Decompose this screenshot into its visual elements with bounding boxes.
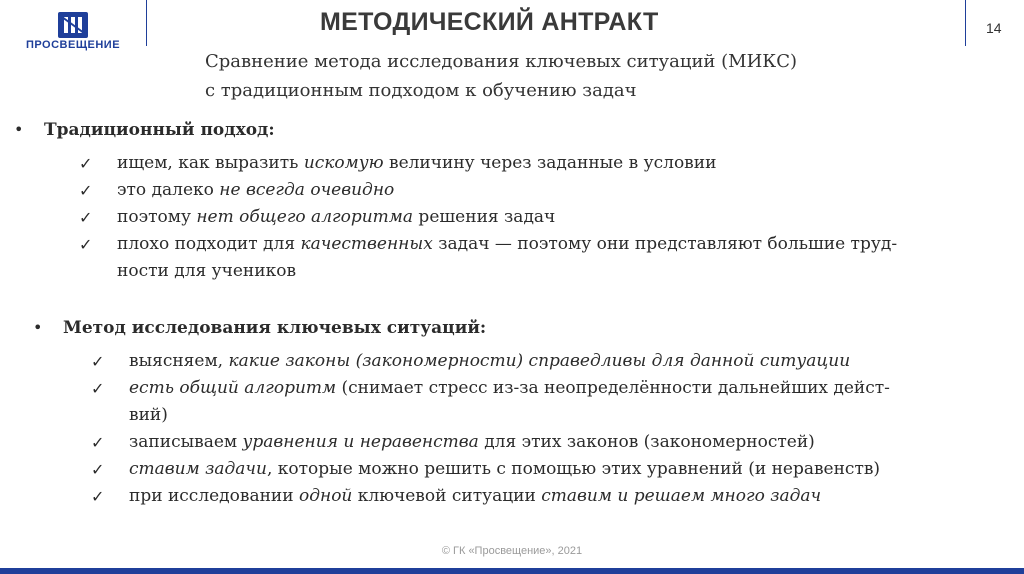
- logo-mark-icon: [58, 12, 88, 38]
- page-title: МЕТОДИЧЕСКИЙ АНТРАКТ: [320, 8, 659, 36]
- checkmark-icon: ✓: [91, 460, 105, 479]
- checkmark-icon: ✓: [91, 379, 105, 398]
- section-heading: Традиционный подход:: [44, 120, 275, 140]
- checkmark-icon: ✓: [79, 154, 93, 173]
- checkmark-icon: ✓: [79, 235, 93, 254]
- header-divider-right: [965, 0, 966, 46]
- header-divider-left: [146, 0, 147, 46]
- list-item: ✓ выясняем, какие законы (закономерности) справедливы для данной ситуации: [91, 348, 1013, 375]
- bottom-accent-bar: [0, 568, 1024, 574]
- list-item: ✓ есть общий алгоритм (снимает стресс из-за неопределённости дальнейших дейст- вий): [91, 375, 1013, 429]
- list-item: ✓ плохо подходит для качественных задач — поэтому они представляют большие труд- ности для учеников: [79, 231, 1004, 285]
- checkmark-icon: ✓: [91, 433, 105, 452]
- page-number: 14: [986, 20, 1002, 36]
- miks-method-section: [33, 318, 1013, 510]
- traditional-approach-section: [14, 120, 1004, 285]
- publisher-logo: [14, 12, 132, 52]
- list-item: ✓ ищем, как выразить искомую величину через заданные в условии: [79, 150, 1004, 177]
- brand-name: ПРОСВЕЩЕНИЕ: [25, 39, 121, 51]
- bullet-icon: •: [33, 318, 43, 337]
- list-item: ✓ при исследовании одной ключевой ситуации ставим и решаем много задач: [91, 483, 1013, 510]
- checkmark-icon: ✓: [79, 208, 93, 227]
- checkmark-icon: ✓: [91, 352, 105, 371]
- subtitle-line: Сравнение метода исследования ключевых ситуаций (МИКС): [205, 51, 798, 72]
- list-item: ✓ записываем уравнения и неравенства для этих законов (закономерностей): [91, 429, 1013, 456]
- bullet-icon: •: [14, 120, 24, 139]
- subtitle: [205, 47, 797, 105]
- list-item: ✓ это далеко не всегда очевидно: [79, 177, 1004, 204]
- checkmark-icon: ✓: [91, 487, 105, 506]
- section-heading: Метод исследования ключевых ситуаций:: [63, 318, 487, 338]
- copyright-footer: © ГК «Просвещение», 2021: [441, 545, 583, 557]
- checkmark-icon: ✓: [79, 181, 93, 200]
- list-item: ✓ ставим задачи, которые можно решить с помощью этих уравнений (и неравенств): [91, 456, 1013, 483]
- list-item: ✓ поэтому нет общего алгоритма решения задач: [79, 204, 1004, 231]
- subtitle-line: с традиционным подходом к обучению задач: [205, 80, 637, 101]
